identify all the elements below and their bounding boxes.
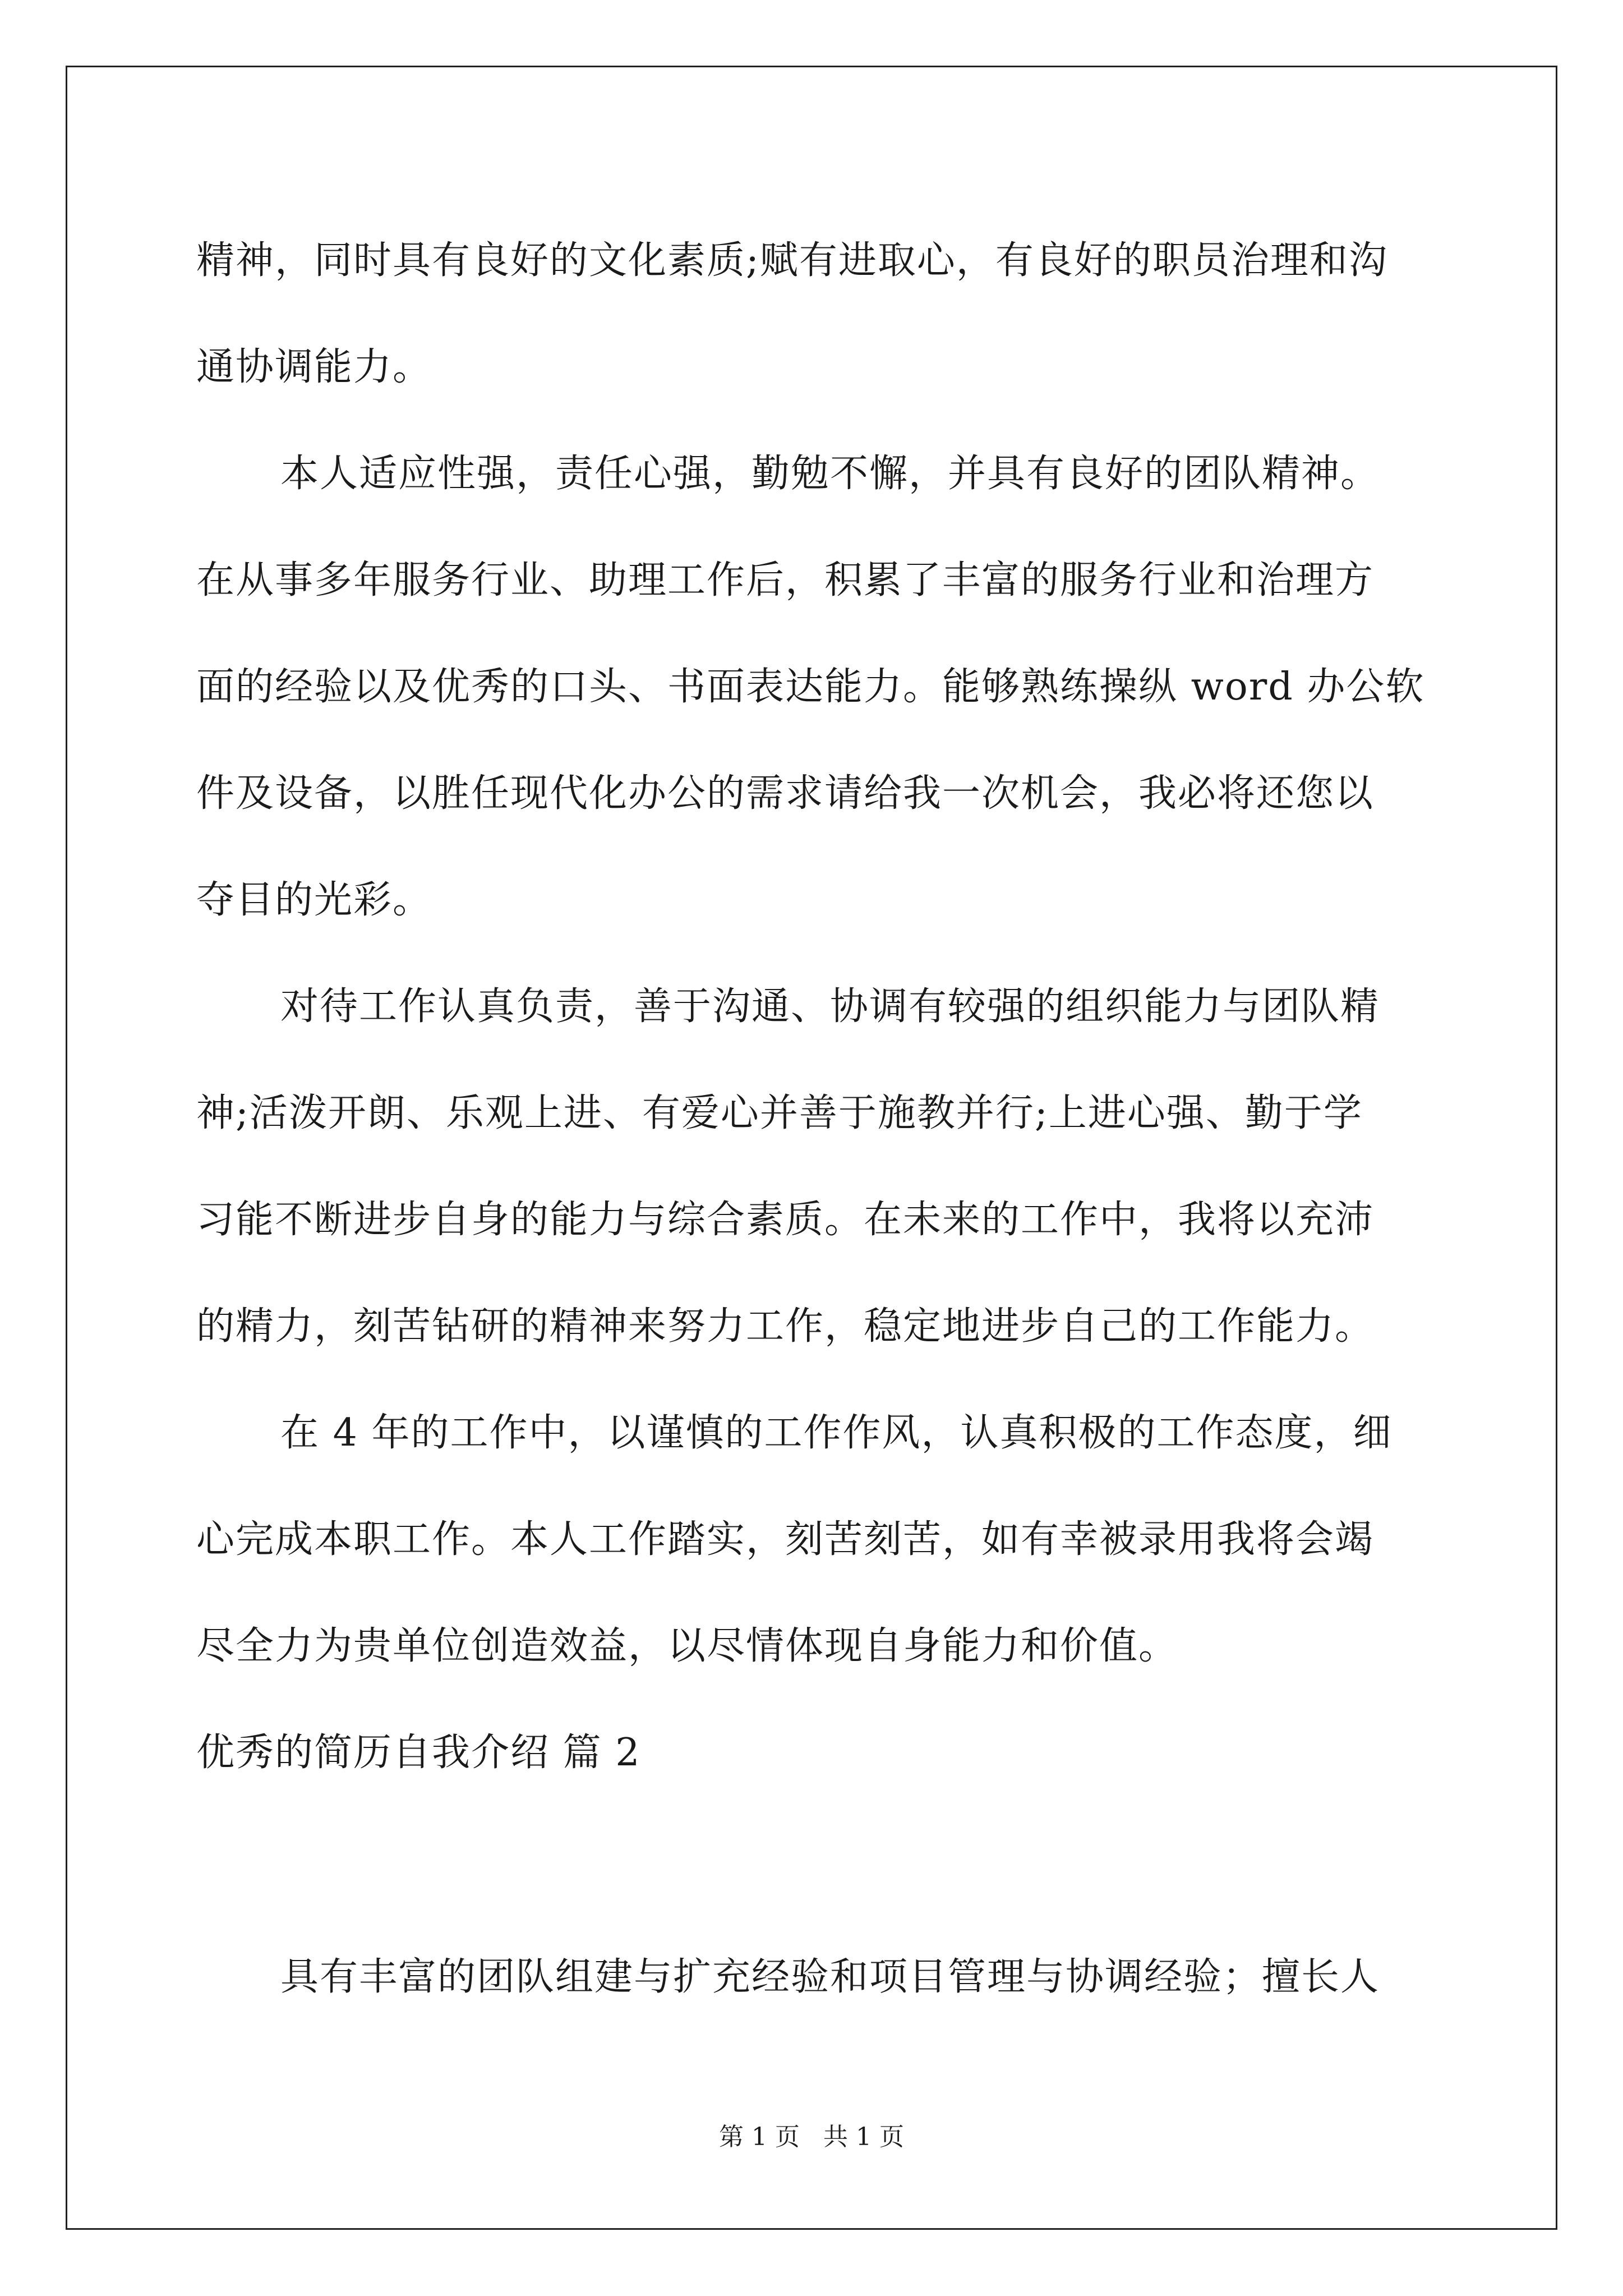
page-number-footer: 第 1 页 共 1 页 xyxy=(719,2123,904,2151)
text-line: 在从事多年服务行业、助理工作后，积累了丰富的服务行业和治理方 xyxy=(196,558,1375,602)
text-line: 的精力，刻苦钻研的精神来努力工作，稳定地进步自己的工作能力。 xyxy=(196,1304,1375,1349)
text-line: 习能不断进步自身的能力与综合素质。在未来的工作中，我将以充沛 xyxy=(196,1198,1375,1242)
document-body xyxy=(196,208,1424,2031)
text-line: 精神，同时具有良好的文化素质;赋有进取心，有良好的职员治理和沟 xyxy=(196,238,1388,283)
section-heading: 优秀的简历自我介绍 篇 2 xyxy=(196,1731,641,1775)
text-line: 心完成本职工作。本人工作踏实，刻苦刻苦，如有幸被录用我将会竭 xyxy=(196,1517,1375,1562)
text-line: 夺目的光彩。 xyxy=(196,878,432,922)
text-line: 尽全力为贵单位创造效益，以尽情体现自身能力和价值。 xyxy=(196,1624,1178,1668)
text-line: 在 4 年的工作中，以谨慎的工作作风，认真积极的工作态度，细 xyxy=(280,1411,1393,1455)
text-line: 件及设备，以胜任现代化办公的需求请给我一次机会，我必将还您以 xyxy=(196,771,1375,816)
text-line: 具有丰富的团队组建与扩充经验和项目管理与协调经验；擅长人 xyxy=(280,1955,1380,1999)
text-line: 面的经验以及优秀的口头、书面表达能力。能够熟练操纵 word 办公软 xyxy=(196,665,1425,709)
text-line: 本人适应性强，责任心强，勤勉不懈，并具有良好的团队精神。 xyxy=(280,452,1380,496)
text-line: 神;活泼开朗、乐观上进、有爱心并善于施教并行;上进心强、勤于学 xyxy=(196,1091,1363,1135)
text-line: 对待工作认真负责，善于沟通、协调有较强的组织能力与团队精 xyxy=(280,984,1380,1029)
text-line: 通协调能力。 xyxy=(196,345,432,389)
spacer xyxy=(196,1806,1424,1924)
